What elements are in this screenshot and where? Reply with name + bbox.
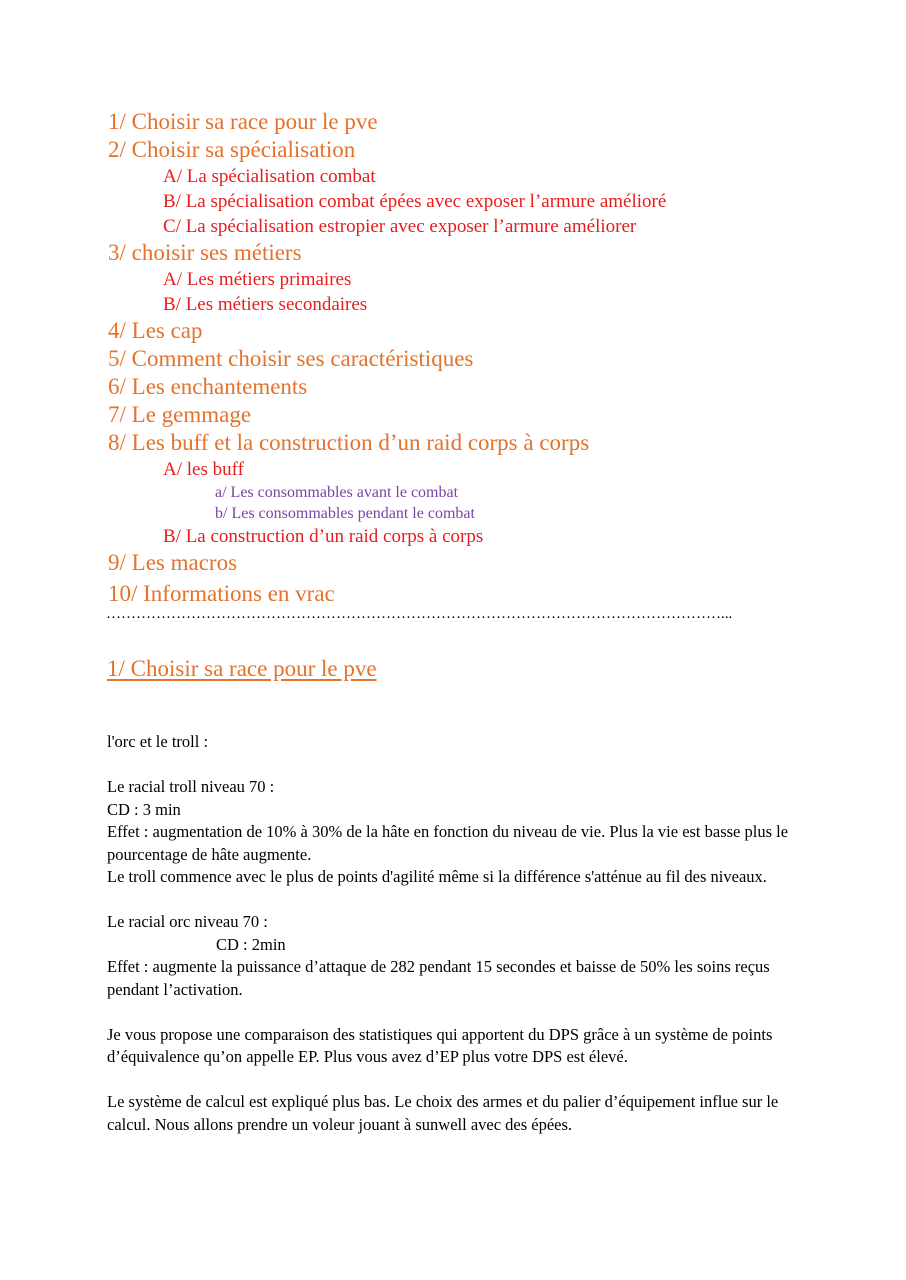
paragraph: Le racial troll niveau 70 : <box>107 777 275 796</box>
toc-subitem: A/ Les métiers primaires <box>163 269 352 290</box>
paragraph: Le troll commence avec le plus de points d'agilité même si la différence s'atténue au fil des niveaux. <box>107 867 767 886</box>
paragraph: Le racial orc niveau 70 : <box>107 912 268 931</box>
toc-subsubitem: b/ Les consommables pendant le combat <box>215 505 475 522</box>
toc-subitem: A/ les buff <box>163 459 244 480</box>
toc-item: 5/ Comment choisir ses caractéristiques <box>108 346 474 371</box>
paragraph: CD : 2min <box>216 934 286 954</box>
paragraph: CD : 3 min <box>107 799 181 819</box>
toc-item: 3/ choisir ses métiers <box>108 240 302 265</box>
toc-item: 8/ Les buff et la construction d’un raid corps à corps <box>108 430 590 455</box>
paragraph: Effet : augmentation de 10% à 30% de la hâte en fonction du niveau de vie. Plus la vie est basse plus le pourcentage de hâte augmente. <box>107 822 789 864</box>
toc-item: 6/ Les enchantements <box>108 374 308 399</box>
toc-item: 10/ Informations en vrac <box>108 581 335 606</box>
paragraph: Effet : augmente la puissance d’attaque de 282 pendant 15 secondes et baisse de 50% les soins reçus pendant l’activation. <box>107 957 770 999</box>
toc-subsubitem: a/ Les consommables avant le combat <box>215 484 459 501</box>
toc-item: 4/ Les cap <box>108 318 203 343</box>
toc-subitem: B/ Les métiers secondaires <box>163 294 368 315</box>
section-heading: 1/ Choisir sa race pour le pve <box>107 656 377 681</box>
body-text <box>107 731 807 1136</box>
toc-item: 7/ Le gemmage <box>108 402 252 427</box>
toc-item: 2/ Choisir sa spécialisation <box>108 137 356 162</box>
paragraph: Le système de calcul est expliqué plus bas. Le choix des armes et du palier d’équipement influe sur le calcul. Nous allons prendre un voleur jouant à sunwell avec des épées. <box>107 1092 779 1134</box>
paragraph: l'orc et le troll : <box>107 732 209 751</box>
toc-subitem: C/ La spécialisation estropier avec exposer l’armure améliorer <box>163 216 637 237</box>
dotted-separator: ……………………………………………………………………………………………………………... <box>106 606 733 622</box>
table-of-contents <box>108 108 828 608</box>
paragraph: Je vous propose une comparaison des statistiques qui apportent du DPS grâce à un système de points d’équivalence qu’on appelle EP. Plus vous avez d’EP plus votre DPS est élevé. <box>107 1024 773 1066</box>
toc-subitem: A/ La spécialisation combat <box>163 166 376 187</box>
toc-subitem: B/ La construction d’un raid corps à corps <box>163 526 484 547</box>
toc-subitem: B/ La spécialisation combat épées avec exposer l’armure amélioré <box>163 191 667 212</box>
toc-item: 9/ Les macros <box>108 550 238 575</box>
toc-item: 1/ Choisir sa race pour le pve <box>108 109 378 134</box>
